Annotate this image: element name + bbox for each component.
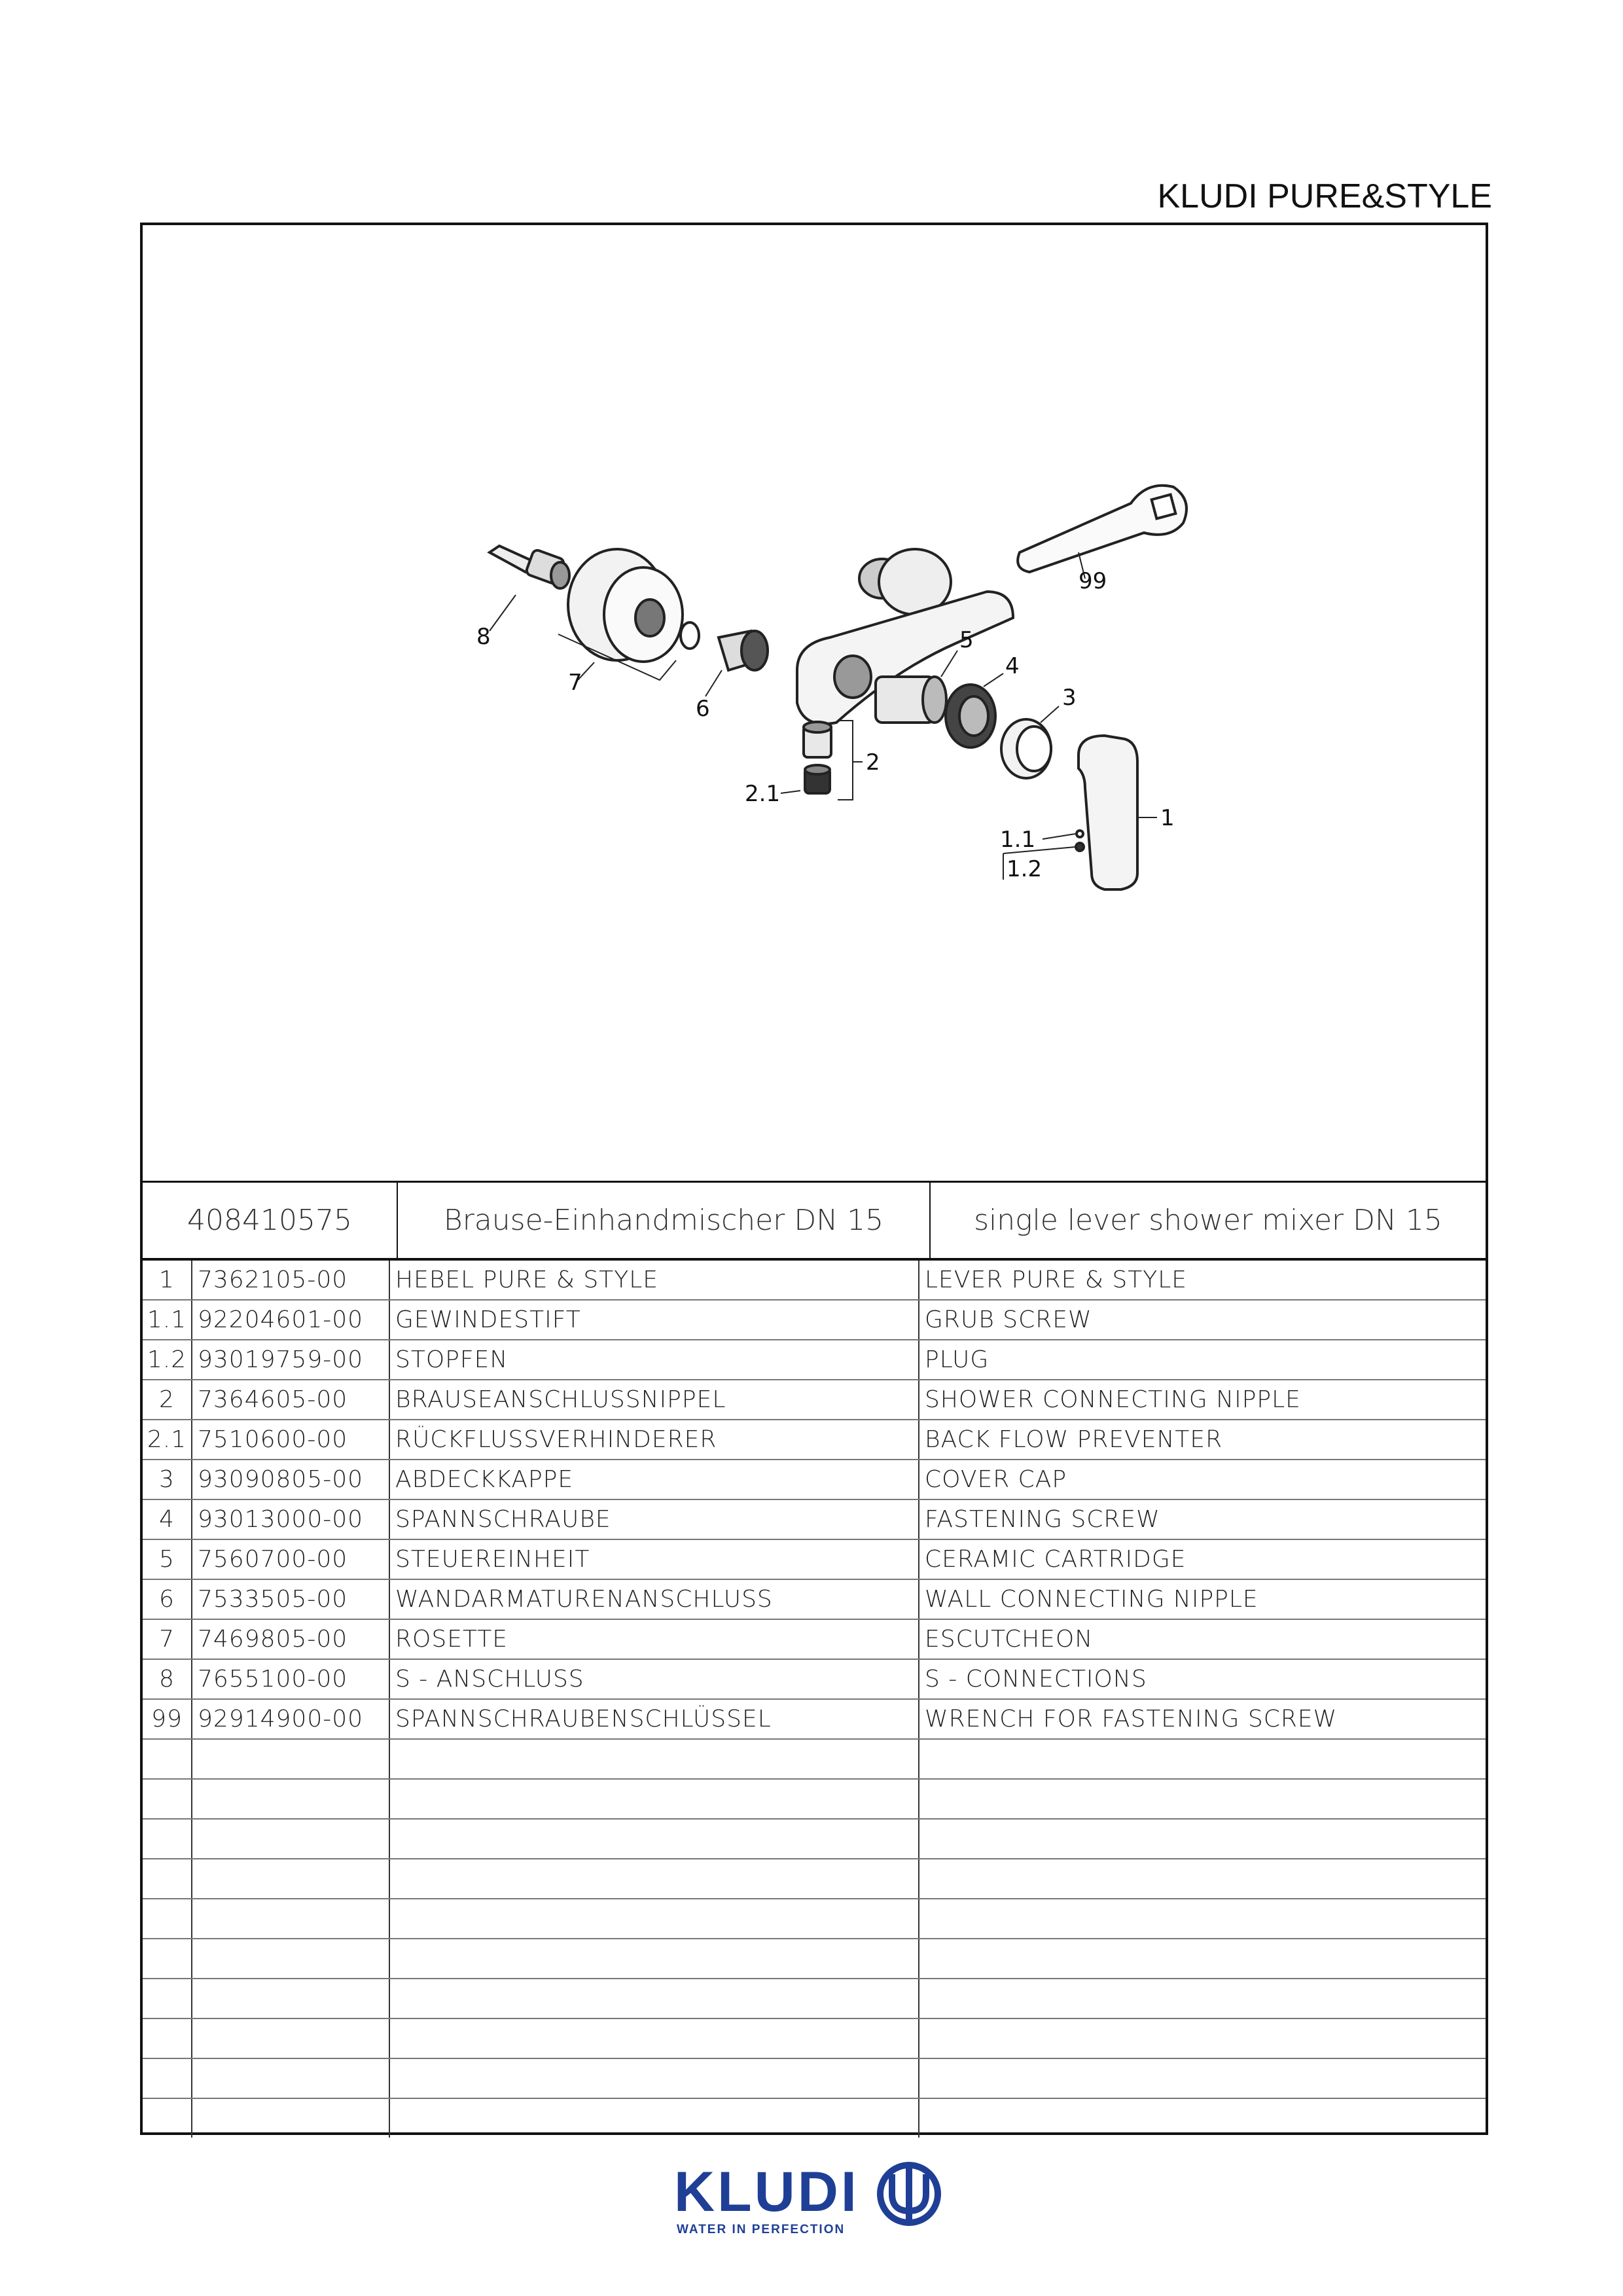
table-row — [143, 1699, 1486, 1739]
part-name-en: ESCUTCHEON — [919, 1619, 1486, 1659]
label-7: 7 — [568, 670, 582, 696]
part-name-en: FASTENING SCREW — [919, 1499, 1486, 1539]
part-name-de: RÜCKFLUSSVERHINDERER — [389, 1420, 919, 1460]
part-name-de: ROSETTE — [389, 1619, 919, 1659]
label-3: 3 — [1062, 685, 1077, 711]
part-article-number — [192, 2058, 389, 2098]
part-position: 8 — [143, 1659, 192, 1699]
part-position: 1.1 — [143, 1300, 192, 1340]
table-row — [143, 1819, 1486, 1859]
part-name-de — [389, 2098, 919, 2138]
part-article-number: 7655100-00 — [192, 1659, 389, 1699]
label-5: 5 — [959, 627, 974, 653]
part-name-de: SPANNSCHRAUBE — [389, 1499, 919, 1539]
part-position: 5 — [143, 1539, 192, 1579]
table-row — [143, 1659, 1486, 1699]
part-article-number: 7533505-00 — [192, 1579, 389, 1619]
part-name-de: STEUEREINHEIT — [389, 1539, 919, 1579]
part-article-number — [192, 1739, 389, 1779]
part-position: 99 — [143, 1699, 192, 1739]
part-position — [143, 2018, 192, 2058]
part-8-s-connection — [490, 546, 569, 631]
table-row — [143, 1380, 1486, 1420]
label-99: 99 — [1079, 568, 1107, 594]
label-1-2: 1.2 — [1007, 856, 1043, 882]
part-position — [143, 1779, 192, 1819]
part-position — [143, 2098, 192, 2138]
part-7-escutcheon — [558, 549, 683, 680]
part-name-en: LEVER PURE & STYLE — [919, 1261, 1486, 1300]
part-article-number — [192, 2098, 389, 2138]
part-position — [143, 1739, 192, 1779]
part-name-en — [919, 1819, 1486, 1859]
table-row — [143, 1579, 1486, 1619]
part-name-en — [919, 1779, 1486, 1819]
part-name-de — [389, 1859, 919, 1899]
part-position: 3 — [143, 1460, 192, 1499]
exploded-view-drawing — [143, 225, 1486, 1181]
part-name-de: GEWINDESTIFT — [389, 1300, 919, 1340]
table-row — [143, 1619, 1486, 1659]
table-row — [143, 1460, 1486, 1499]
part-name-en: COVER CAP — [919, 1460, 1486, 1499]
part-article-number: 92204601-00 — [192, 1300, 389, 1340]
table-row — [143, 1300, 1486, 1340]
part-name-de: HEBEL PURE & STYLE — [389, 1261, 919, 1300]
part-name-en — [919, 1739, 1486, 1779]
label-1-1: 1.1 — [1000, 827, 1036, 853]
logo-emblem-icon — [870, 2160, 948, 2228]
kludi-logo — [674, 2160, 962, 2245]
product-header-row — [143, 1181, 1486, 1261]
part-name-en: PLUG — [919, 1340, 1486, 1380]
part-position: 2.1 — [143, 1420, 192, 1460]
parts-table — [143, 1261, 1486, 2138]
part-name-en — [919, 1979, 1486, 2018]
part-article-number: 7510600-00 — [192, 1420, 389, 1460]
part-2-shower-nipple — [781, 721, 863, 800]
part-name-en — [919, 2098, 1486, 2138]
part-position: 2 — [143, 1380, 192, 1420]
table-row — [143, 1261, 1486, 1300]
table-row — [143, 1859, 1486, 1899]
part-position — [143, 1859, 192, 1899]
part-6-wall-nipple — [705, 631, 768, 696]
label-1: 1 — [1160, 805, 1175, 831]
part-article-number: 93013000-00 — [192, 1499, 389, 1539]
table-row — [143, 2098, 1486, 2138]
label-8: 8 — [476, 624, 491, 650]
table-row — [143, 1739, 1486, 1779]
part-3-cover-cap — [1001, 706, 1059, 778]
table-row — [143, 1779, 1486, 1819]
part-name-de — [389, 1819, 919, 1859]
label-2-1: 2.1 — [745, 781, 781, 807]
part-position: 1.2 — [143, 1340, 192, 1380]
table-row — [143, 1939, 1486, 1979]
part-article-number: 7362105-00 — [192, 1261, 389, 1300]
part-position: 1 — [143, 1261, 192, 1300]
part-4-fastening-screw — [946, 673, 1003, 747]
part-position — [143, 1939, 192, 1979]
table-row — [143, 2058, 1486, 2098]
part-article-number: 7364605-00 — [192, 1380, 389, 1420]
part-position — [143, 2058, 192, 2098]
part-name-de: S - ANSCHLUSS — [389, 1659, 919, 1699]
table-row — [143, 1539, 1486, 1579]
part-name-de: WANDARMATURENANSCHLUSS — [389, 1579, 919, 1619]
part-position: 7 — [143, 1619, 192, 1659]
part-article-number — [192, 2018, 389, 2058]
part-name-de — [389, 1899, 919, 1939]
part-position: 6 — [143, 1579, 192, 1619]
table-row — [143, 1499, 1486, 1539]
table-row — [143, 1899, 1486, 1939]
parts-table-body — [143, 1261, 1486, 2138]
label-6: 6 — [696, 696, 710, 722]
part-article-number — [192, 1939, 389, 1979]
part-name-de — [389, 1939, 919, 1979]
part-name-en: CERAMIC CARTRIDGE — [919, 1539, 1486, 1579]
label-2: 2 — [866, 749, 880, 776]
part-name-en: SHOWER CONNECTING NIPPLE — [919, 1380, 1486, 1420]
part-position — [143, 1819, 192, 1859]
brand-title: KLUDI PURE&STYLE — [1157, 177, 1492, 215]
table-row — [143, 1340, 1486, 1380]
table-row — [143, 2018, 1486, 2058]
part-name-en — [919, 1939, 1486, 1979]
part-position — [143, 1899, 192, 1939]
part-article-number — [192, 1779, 389, 1819]
product-description-en: single lever shower mixer DN 15 — [974, 1204, 1442, 1237]
part-name-de: ABDECKKAPPE — [389, 1460, 919, 1499]
logo-tagline: WATER IN PERFECTION — [677, 2223, 846, 2236]
part-article-number — [192, 1859, 389, 1899]
logo-wordmark: KLUDI — [674, 2161, 859, 2223]
part-name-de: SPANNSCHRAUBENSCHLÜSSEL — [389, 1699, 919, 1739]
part-name-en — [919, 1899, 1486, 1939]
parts-sheet-frame — [140, 223, 1488, 2135]
part-name-de — [389, 2058, 919, 2098]
product-description-de: Brause-Einhandmischer DN 15 — [398, 1183, 931, 1258]
part-article-number: 7560700-00 — [192, 1539, 389, 1579]
part-name-en — [919, 2058, 1486, 2098]
part-name-de: STOPFEN — [389, 1340, 919, 1380]
part-name-en: BACK FLOW PREVENTER — [919, 1420, 1486, 1460]
part-article-number: 7469805-00 — [192, 1619, 389, 1659]
label-4: 4 — [1005, 653, 1020, 679]
part-article-number — [192, 1979, 389, 2018]
part-name-de — [389, 1779, 919, 1819]
part-position: 4 — [143, 1499, 192, 1539]
part-99-wrench — [1018, 486, 1186, 579]
part-article-number — [192, 1819, 389, 1859]
part-name-de — [389, 2018, 919, 2058]
part-name-de — [389, 1979, 919, 2018]
part-name-en: S - CONNECTIONS — [919, 1659, 1486, 1699]
table-row — [143, 1420, 1486, 1460]
part-article-number: 93090805-00 — [192, 1460, 389, 1499]
part-name-de: BRAUSEANSCHLUSSNIPPEL — [389, 1380, 919, 1420]
part-article-number — [192, 1899, 389, 1939]
part-name-en — [919, 2018, 1486, 2058]
part-name-en: GRUB SCREW — [919, 1300, 1486, 1340]
part-name-en: WRENCH FOR FASTENING SCREW — [919, 1699, 1486, 1739]
part-article-number: 92914900-00 — [192, 1699, 389, 1739]
table-row — [143, 1979, 1486, 2018]
part-name-en: WALL CONNECTING NIPPLE — [919, 1579, 1486, 1619]
part-name-en — [919, 1859, 1486, 1899]
part-position — [143, 1979, 192, 2018]
part-name-de — [389, 1739, 919, 1779]
part-article-number: 93019759-00 — [192, 1340, 389, 1380]
exploded-view-svg — [143, 225, 1486, 1181]
product-article-number: 408410575 — [143, 1183, 398, 1258]
